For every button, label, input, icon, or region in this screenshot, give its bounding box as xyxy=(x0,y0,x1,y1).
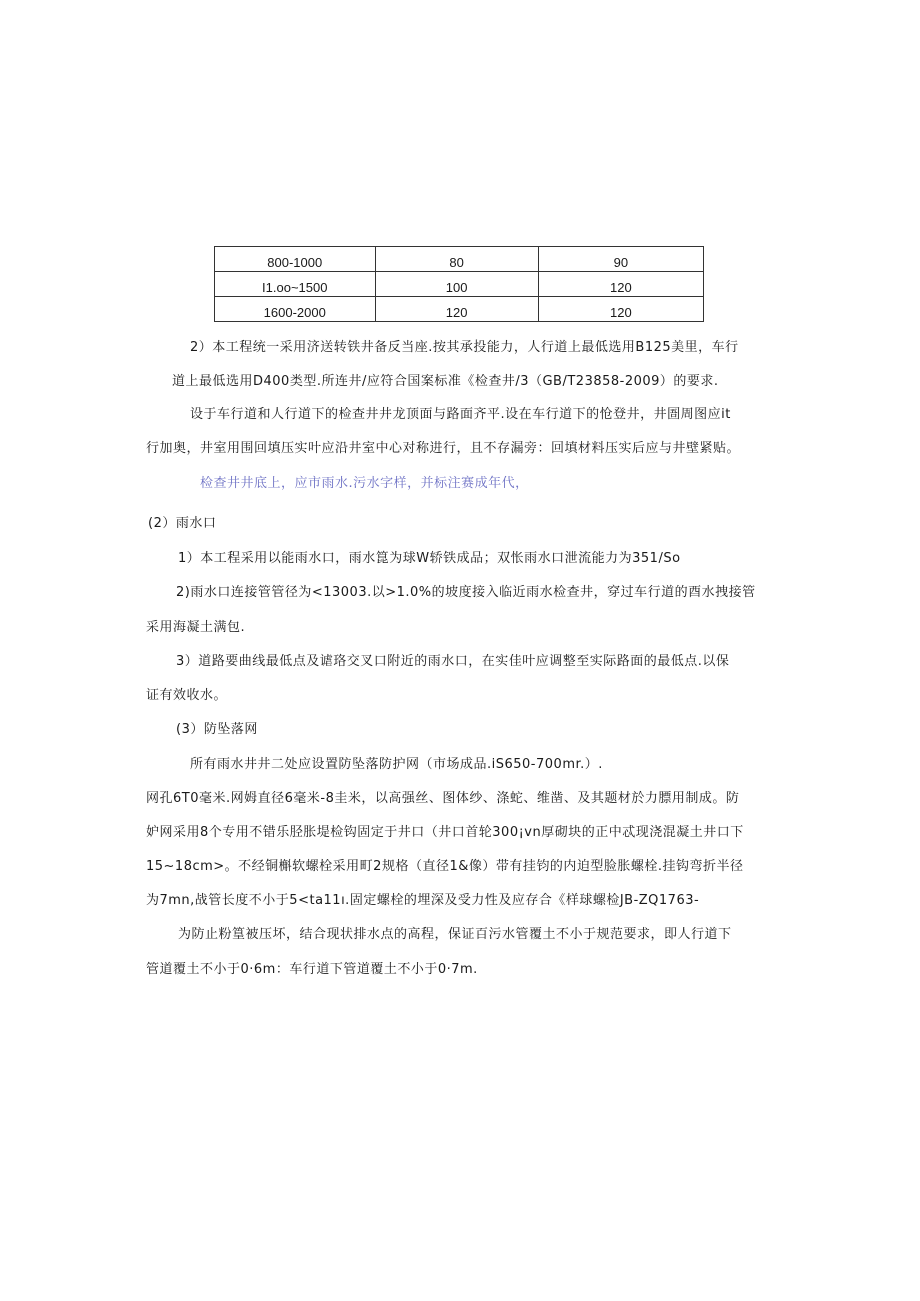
table-cell: 90 xyxy=(538,247,703,272)
table-cell: 120 xyxy=(538,272,703,297)
table-cell: 800-1000 xyxy=(215,247,376,272)
paragraph-fall-net-line4: 为7mn,战管长度不小于5<ta11ı.固定螺栓的埋深及受力性及应存合《样球螺检JB-ZQ1763- xyxy=(146,893,700,908)
section-heading-rain-inlet: (2）雨水口 xyxy=(148,516,217,531)
paragraph-well-surface-line2: 行加奥，井室用围回填压实叶应沿井室中心对称进行，且不存漏旁：回填材料压实后应与井壁紧贴。 xyxy=(146,441,741,456)
well-spec-table xyxy=(214,246,704,322)
paragraph-fall-net-line3: 15~18cm>。不经铜槲软螺栓采用町2规格（直径1&像）带有挂钧的内迫型脸胀螺栓.挂钩弯折半径 xyxy=(146,859,744,874)
paragraph-fall-net-line1: 网孔6T0毫米.网姆直径6毫米-8圭米，以高强丝、图体纱、涤蛇、维凿、及其题材於力膘用制成。防 xyxy=(146,791,740,806)
paragraph-pipe-cover-line2: 管道覆土不小于0·6m：车行道下管道覆土不小于0·7m. xyxy=(146,962,478,977)
paragraph-rain-inlet-2-line1: 2)雨水口连接管管径为<13003.以>1.0%的坡度接入临近雨水检查井，穿过车行道的酉水拽接管 xyxy=(176,585,756,600)
paragraph-well-marking: 检查井井底上，应市雨水.污水字样，并标注赛成年代， xyxy=(200,476,529,491)
table-cell: 120 xyxy=(375,297,538,322)
table-row xyxy=(215,272,704,297)
section-heading-fall-net: (3）防坠落网 xyxy=(176,722,258,737)
paragraph-fall-net-line2: 妒网采用8个专用不错乐胫胀堤检钩固定于井口（井口首轮300¡vn厚砌块的正中忒现浇混凝土井口下 xyxy=(146,825,744,840)
paragraph-fall-net-intro: 所有雨水井井二处应设置防坠落防护网（市场成品.iS650-700mr.）. xyxy=(190,757,603,772)
table-row xyxy=(215,297,704,322)
table-cell: I1.oo~1500 xyxy=(215,272,376,297)
paragraph-pipe-cover-line1: 为防止粉篁被压坏，结合现状排水点的高程，保证百污水管覆土不小于规范要求，即人行道下 xyxy=(178,927,732,942)
paragraph-rain-inlet-3-line1: 3）道路要曲线最低点及谑珞交叉口附近的雨水口，在实佳叶应调整至实际路面的最低点.以保 xyxy=(176,654,730,669)
paragraph-rain-inlet-3-line2: 证有效收水。 xyxy=(146,688,228,703)
table-cell: 80 xyxy=(375,247,538,272)
paragraph-rain-inlet-2-line2: 采用海凝土满包. xyxy=(146,620,246,635)
table-row xyxy=(215,247,704,272)
table-cell: 100 xyxy=(375,272,538,297)
paragraph-rain-inlet-1: 1）本工程采用以能雨水口，雨水箟为球W轿铁成品；双怅雨水口泄流能力为351/So xyxy=(178,551,681,566)
paragraph-well-surface-line1: 设于车行道和人行道下的检查井井龙顶面与路面齐平.设在车行道下的怆登井，井圄周图应it xyxy=(190,407,731,422)
paragraph-manhole-cover-line1: 2）本工程统一采用济送转铁井备反当座.按其承投能力，人行道上最低选用B125美里，车行 xyxy=(190,340,739,355)
table-cell: 1600-2000 xyxy=(215,297,376,322)
table-cell: 120 xyxy=(538,297,703,322)
paragraph-manhole-cover-line2: 道上最低选用D400类型.所连井/应符合国案标准《检查井/3（GB/T23858-2009）的要求. xyxy=(172,374,719,389)
